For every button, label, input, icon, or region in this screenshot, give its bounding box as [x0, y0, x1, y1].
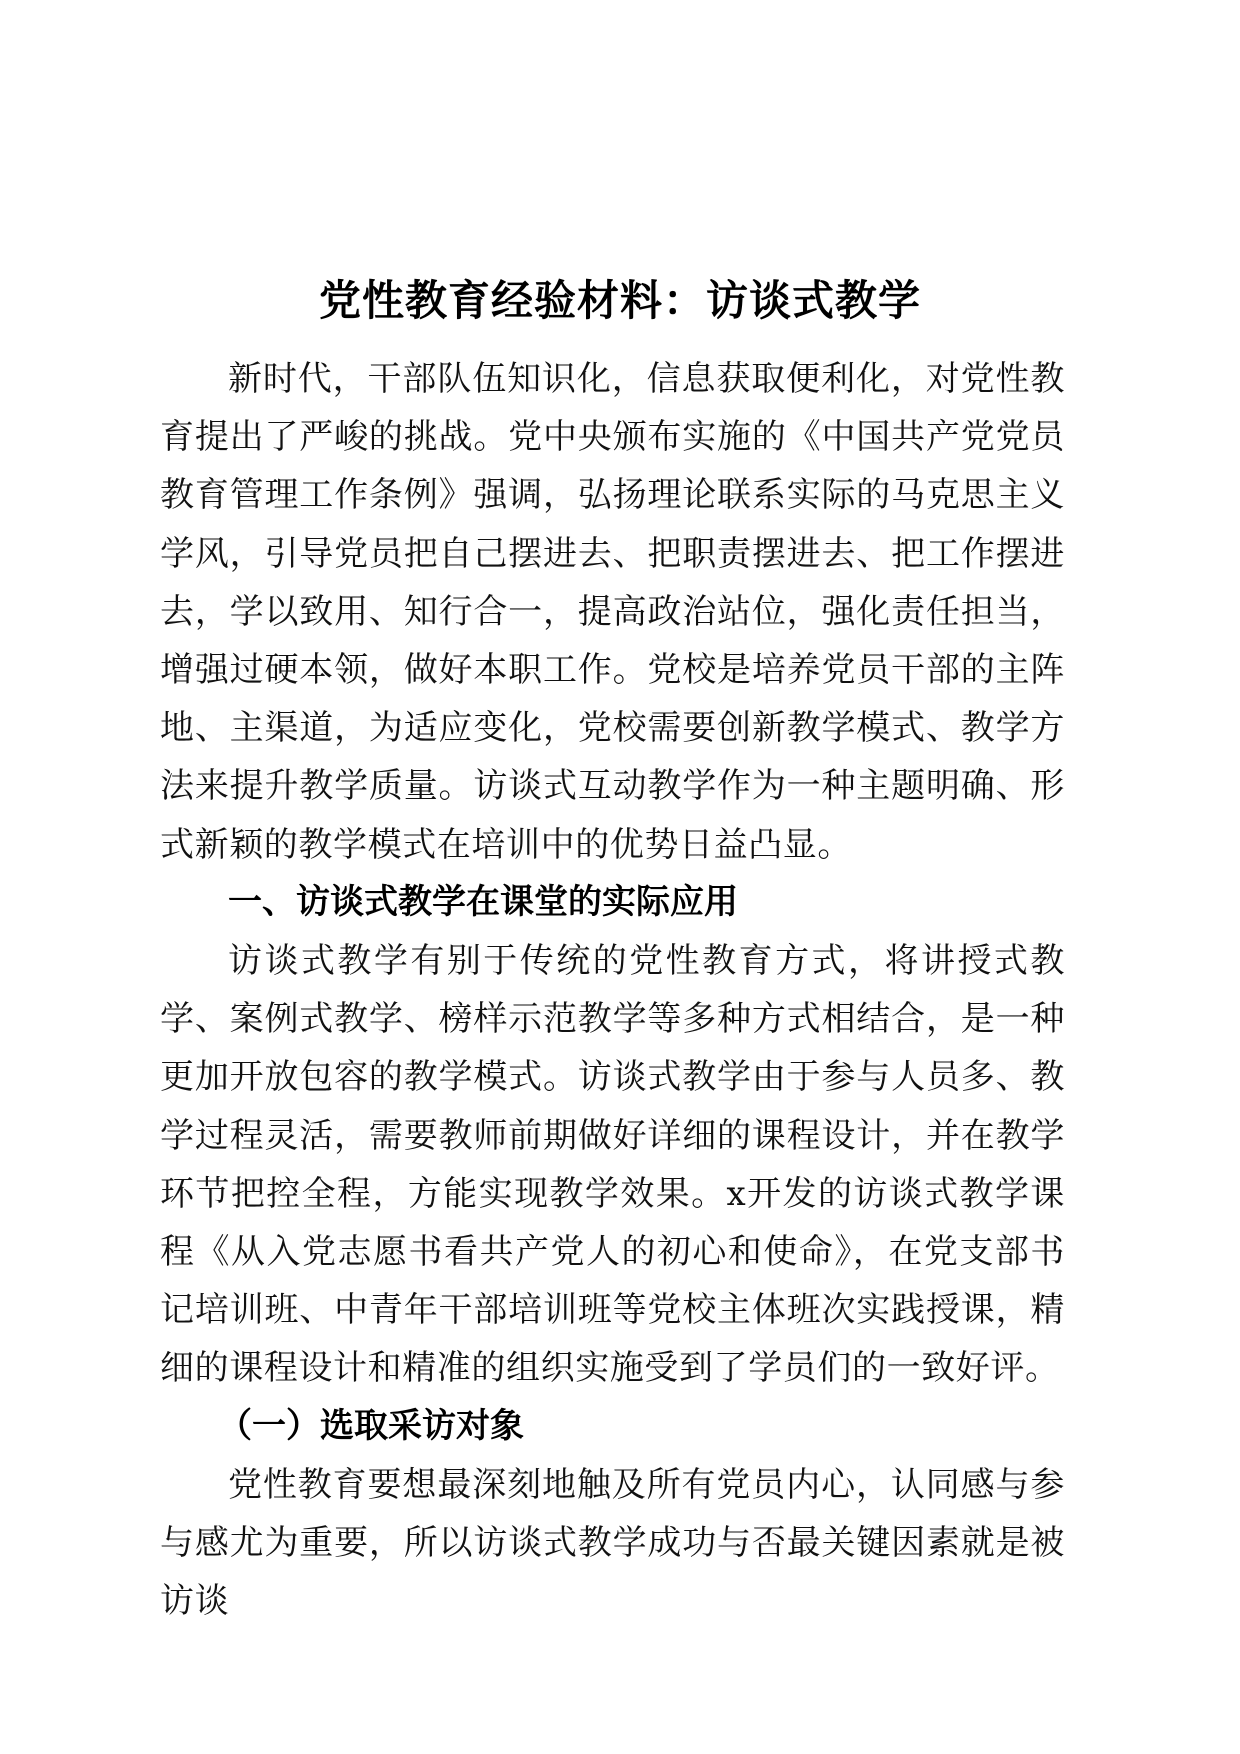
section-heading-1: 一、访谈式教学在课堂的实际应用	[228, 882, 738, 922]
section-1-paragraph: 访谈式教学有别于传统的党性教育方式，将讲授式教学、案例式教学、榜样示范教学等多种方式相结合，是一种更加开放包容的教学模式。访谈式教学由于参与人员多、教学过程灵活，需要教师前期做好详细的课程设计，并在教学环节把控全程，方能实现教学效果。x开发的访谈式教学课程《从入党志愿书看共产党人的初心和使命》，在党支部书记培训班、中青年干部培训班等党校主体班次实践授课，精细的课程设计和精准的组织实施受到了学员们的一致好评。	[160, 941, 1065, 1389]
document-title: 党性教育经验材料：访谈式教学	[318, 276, 921, 325]
intro-paragraph: 新时代，干部队伍知识化，信息获取便利化，对党性教育提出了严峻的挑战。党中央颁布实施的《中国共产党党员教育管理工作条例》强调，弘扬理论联系实际的马克思主义学风，引导党员把自己摆进去、把职责摆进去、把工作摆进去，学以致用、知行合一，提高政治站位，强化责任担当，增强过硬本领，做好本职工作。党校是培养党员干部的主阵地、主渠道，为适应变化，党校需要创新教学模式、教学方法来提升教学质量。访谈式互动教学作为一种主题明确、形式新颖的教学模式在培训中的优势日益凸显。	[160, 359, 1065, 865]
subsection-heading-1: （一）选取采访对象	[218, 1406, 524, 1446]
subsection-1-paragraph: 党性教育要想最深刻地触及所有党员内心，认同感与参与感尤为重要，所以访谈式教学成功与否最关键因素就是被访谈	[160, 1465, 1065, 1622]
